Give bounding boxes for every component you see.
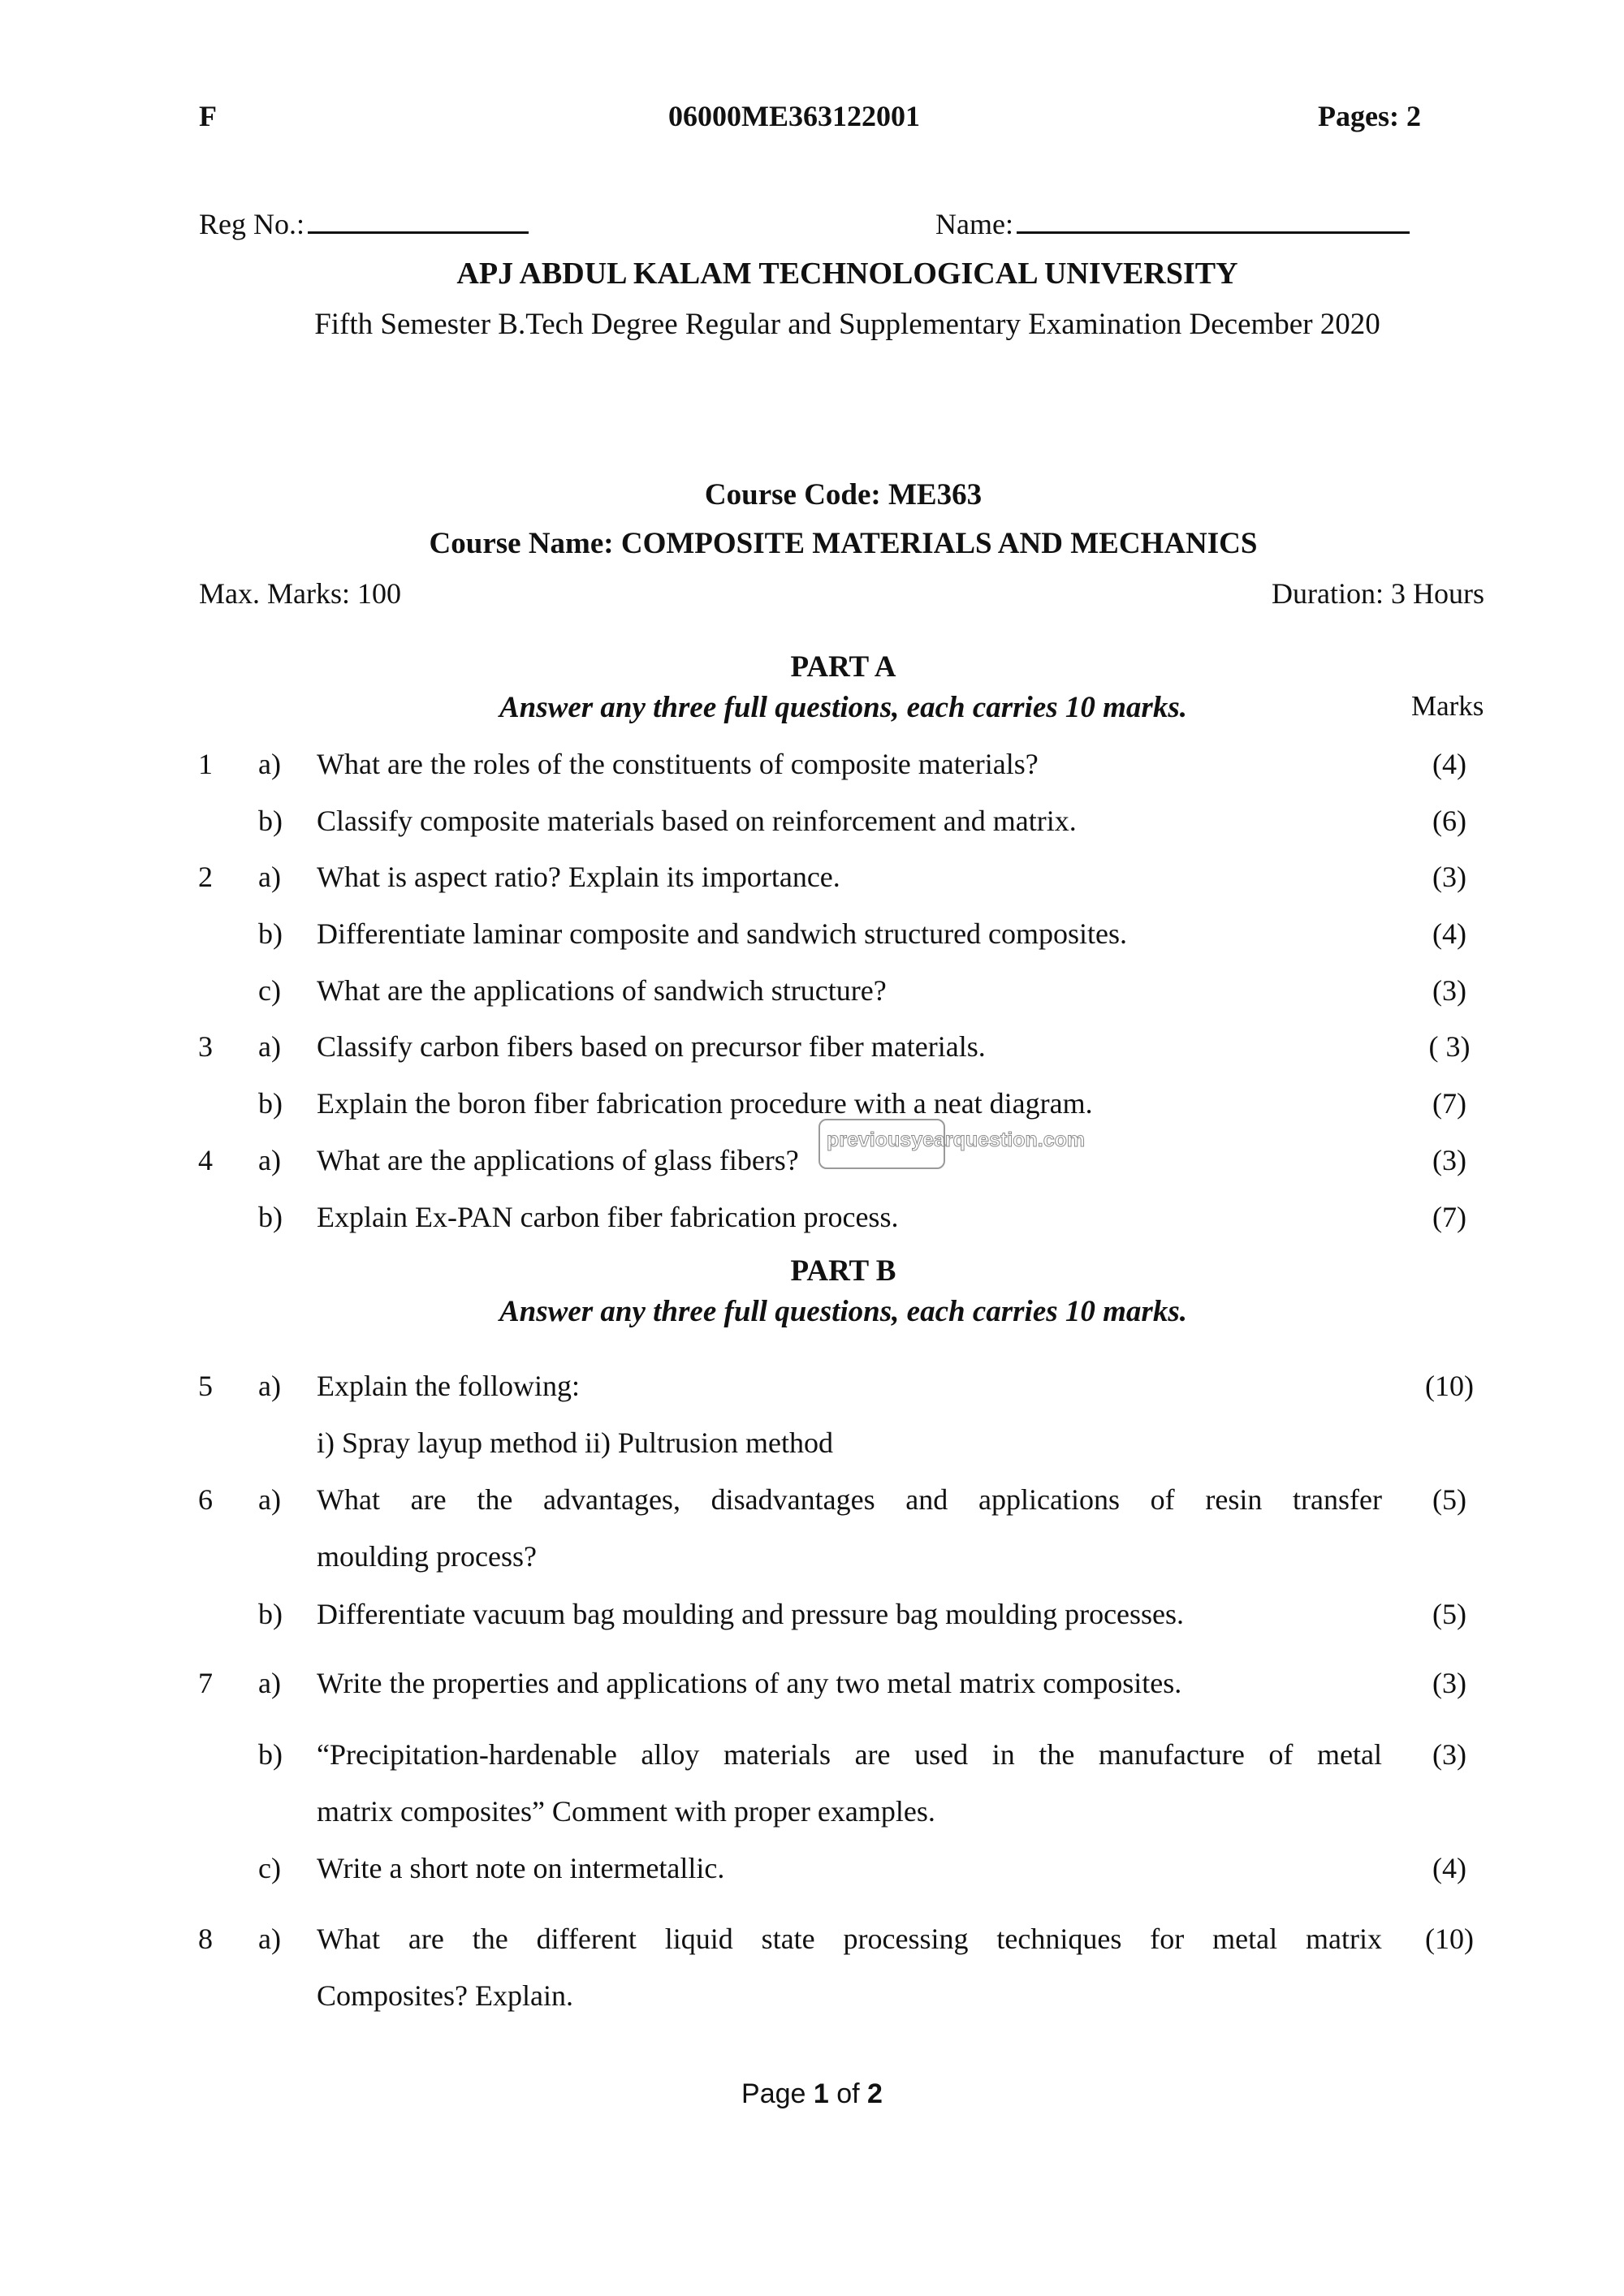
question-marks: (10) (1425, 1923, 1474, 1955)
question-number: 6 (198, 1483, 213, 1516)
reg-no-blank (308, 207, 529, 234)
question-number: 3 (198, 1030, 213, 1063)
question-number: 4 (198, 1144, 213, 1176)
part-b-instruction: Answer any three full questions, each carries 10 marks. (499, 1295, 1187, 1328)
footer-page-total: 2 (867, 2078, 883, 2109)
question-subpart: b) (258, 1598, 283, 1630)
question-number: 8 (198, 1923, 213, 1955)
footer-of-word: of (828, 2078, 868, 2109)
footer-page-number: 1 (813, 2078, 829, 2109)
question-marks: (10) (1425, 1370, 1474, 1402)
question-subpart: c) (258, 1852, 281, 1884)
question-marks: (3) (1432, 974, 1466, 1007)
question-text-line2: matrix composites” Comment with proper examples. (317, 1795, 935, 1828)
question-marks: (3) (1432, 1738, 1466, 1771)
question-subpart: a) (258, 1923, 281, 1955)
question-subpart: b) (258, 1738, 283, 1771)
university-name: APJ ABDUL KALAM TECHNOLOGICAL UNIVERSITY (456, 257, 1238, 291)
page-count: Pages: 2 (1318, 100, 1421, 132)
paper-id: 06000ME363122001 (668, 100, 920, 132)
part-a-title: PART A (790, 650, 896, 684)
question-subpart: a) (258, 748, 281, 780)
question-text: What are the roles of the constituents of composite materials? (317, 748, 1039, 780)
question-text-line2: Composites? Explain. (317, 1979, 573, 2012)
question-text-line2: i) Spray layup method ii) Pultrusion method (317, 1426, 833, 1459)
question-marks: (5) (1432, 1483, 1466, 1516)
part-a-instruction: Answer any three full questions, each carries 10 marks. (499, 691, 1187, 724)
question-number: 7 (198, 1667, 213, 1699)
question-subpart: b) (258, 805, 283, 837)
question-text-line1: Explain the following: (317, 1370, 580, 1402)
question-subpart: a) (258, 1483, 281, 1516)
question-text: Classify carbon fibers based on precursor fiber materials. (317, 1030, 986, 1063)
reg-no-label: Reg No.: (199, 208, 304, 240)
course-name: Course Name: COMPOSITE MATERIALS AND MECHANICS (429, 527, 1258, 560)
question-text: Explain Ex-PAN carbon fiber fabrication process. (317, 1201, 899, 1233)
question-number: 2 (198, 861, 213, 893)
set-code: F (199, 100, 217, 132)
question-subpart: a) (258, 1370, 281, 1402)
reg-no-field (199, 207, 529, 241)
question-number: 1 (198, 748, 213, 780)
question-text-line1: “Precipitation-hardenable alloy materials are used in the manufacture of metal (317, 1738, 1382, 1771)
name-label: Name: (935, 208, 1013, 240)
question-text: Explain the boron fiber fabrication procedure with a neat diagram. (317, 1087, 1093, 1120)
course-code: Course Code: ME363 (704, 478, 983, 511)
question-text: Write a short note on intermetallic. (317, 1852, 725, 1884)
question-subpart: a) (258, 861, 281, 893)
question-text-line1: What are the advantages, disadvantages and applications of resin transfer (317, 1483, 1382, 1516)
watermark-stamp (818, 1119, 1086, 1169)
question-marks: (3) (1432, 861, 1466, 893)
question-text: Classify composite materials based on reinforcement and matrix. (317, 805, 1077, 837)
question-text: What are the applications of glass fibers? (317, 1144, 799, 1176)
question-text: Differentiate vacuum bag moulding and pressure bag moulding processes. (317, 1598, 1185, 1630)
question-subpart: b) (258, 1087, 283, 1120)
duration: Duration: 3 Hours (1272, 577, 1484, 610)
question-text (317, 1357, 1382, 1471)
question-text-line1: What are the different liquid state processing techniques for metal matrix (317, 1923, 1382, 1955)
question-marks: (4) (1432, 748, 1466, 780)
question-text: Differentiate laminar composite and sandwich structured composites. (317, 917, 1128, 950)
max-marks: Max. Marks: 100 (199, 577, 401, 610)
question-subpart: b) (258, 917, 283, 950)
question-text: What is aspect ratio? Explain its importance. (317, 861, 840, 893)
question-marks: (6) (1432, 805, 1466, 837)
watermark-text: previousyearquestion.com (827, 1129, 1086, 1151)
question-subpart: b) (258, 1201, 283, 1233)
question-subpart: a) (258, 1144, 281, 1176)
page-footer (0, 2078, 1624, 2110)
footer-page-word: Page (741, 2078, 814, 2109)
question-number: 5 (198, 1370, 213, 1402)
name-blank (1017, 207, 1410, 234)
question-marks: (5) (1432, 1598, 1466, 1630)
question-subpart: c) (258, 974, 281, 1007)
question-text (317, 1910, 1382, 2024)
question-subpart: a) (258, 1667, 281, 1699)
question-subpart: a) (258, 1030, 281, 1063)
question-marks: (3) (1432, 1144, 1466, 1176)
name-field (935, 207, 1410, 241)
question-marks: ( 3) (1428, 1030, 1471, 1063)
question-text-line2: moulding process? (317, 1540, 537, 1573)
question-marks: (7) (1432, 1201, 1466, 1233)
question-text: Write the properties and applications of any two metal matrix composites. (317, 1667, 1182, 1699)
part-b-title: PART B (790, 1254, 896, 1288)
exam-title: Fifth Semester B.Tech Degree Regular and Supplementary Examination December 2020 (314, 308, 1380, 341)
question-marks: (4) (1432, 917, 1466, 950)
marks-column-heading: Marks (1411, 690, 1484, 722)
question-marks: (4) (1432, 1852, 1466, 1884)
question-marks: (3) (1432, 1667, 1466, 1699)
question-text (317, 1471, 1382, 1585)
question-marks: (7) (1432, 1087, 1466, 1120)
question-text: What are the applications of sandwich structure? (317, 974, 887, 1007)
question-text (317, 1726, 1382, 1840)
